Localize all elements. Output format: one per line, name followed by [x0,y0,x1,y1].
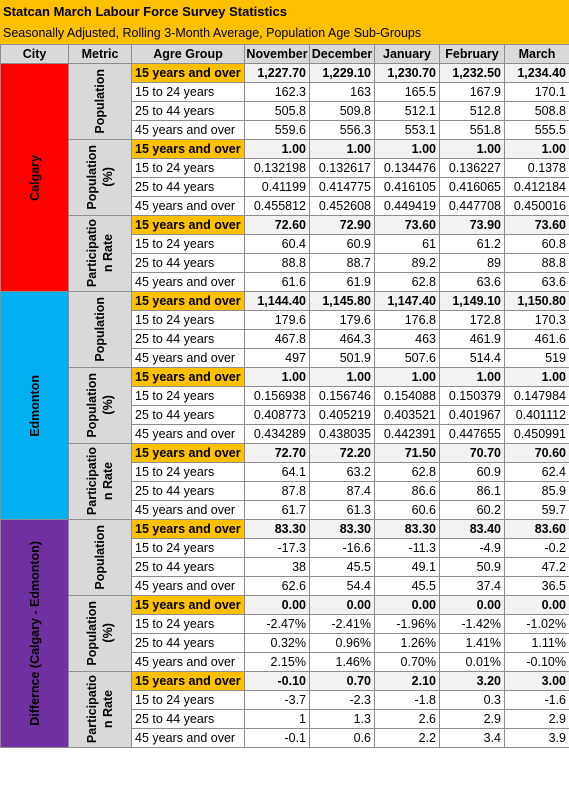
value-cell: 464.3 [310,330,375,349]
value-cell: -1.8 [375,691,440,710]
value-cell: -0.2 [505,539,569,558]
header-city: City [1,45,69,64]
value-cell: 62.8 [375,273,440,292]
value-cell: 0.414775 [310,178,375,197]
value-cell: 45.5 [375,577,440,596]
value-cell: 0.401112 [505,406,569,425]
value-cell: -1.96% [375,615,440,634]
age-group-cell: 45 years and over [132,273,245,292]
value-cell: -0.10% [505,653,569,672]
age-group-cell: 15 years and over [132,444,245,463]
value-cell: 1.00 [505,140,569,159]
metric-cell [69,596,132,672]
value-cell: 461.6 [505,330,569,349]
value-cell: 2.2 [375,729,440,748]
value-cell: 461.9 [440,330,505,349]
value-cell: 556.3 [310,121,375,140]
value-cell: 50.9 [440,558,505,577]
city-label: Differnce (Calgary - Edmonton) [27,541,42,726]
value-cell: 0.408773 [245,406,310,425]
value-cell: 0.449419 [375,197,440,216]
metric-label: Population (%) [85,145,115,210]
value-cell: 0.156938 [245,387,310,406]
value-cell: 38 [245,558,310,577]
value-cell: 83.60 [505,520,569,539]
value-cell: -4.9 [440,539,505,558]
value-cell: 1,229.10 [310,64,375,83]
value-cell: 1.11% [505,634,569,653]
age-group-cell: 45 years and over [132,121,245,140]
value-cell: 1.00 [310,368,375,387]
value-cell: 1.00 [375,140,440,159]
value-cell: 176.8 [375,311,440,330]
city-label: Edmonton [27,374,42,437]
metric-cell [69,672,132,748]
value-cell: 60.2 [440,501,505,520]
header-february: February [440,45,505,64]
value-cell: 0.00 [440,596,505,615]
value-cell: 0.134476 [375,159,440,178]
value-cell: 1,150.80 [505,292,569,311]
report-subtitle: Seasonally Adjusted, Rolling 3-Month Average, Population Age Sub-Groups [3,26,422,40]
value-cell: 463 [375,330,440,349]
value-cell: 89 [440,254,505,273]
value-cell: 83.40 [440,520,505,539]
value-cell: 71.50 [375,444,440,463]
metric-cell [69,368,132,444]
age-group-cell: 15 to 24 years [132,83,245,102]
value-cell: 62.8 [375,463,440,482]
value-cell: 62.6 [245,577,310,596]
value-cell: 179.6 [310,311,375,330]
value-cell: 73.90 [440,216,505,235]
value-cell: -2.47% [245,615,310,634]
value-cell: 70.70 [440,444,505,463]
value-cell: -17.3 [245,539,310,558]
value-cell: 0.1378 [505,159,569,178]
value-cell: 1,227.70 [245,64,310,83]
age-group-cell: 25 to 44 years [132,482,245,501]
value-cell: 162.3 [245,83,310,102]
value-cell: 83.30 [310,520,375,539]
value-cell: 61.2 [440,235,505,254]
city-cell [1,64,69,292]
value-cell: 1 [245,710,310,729]
value-cell: 1,234.40 [505,64,569,83]
value-cell: 170.3 [505,311,569,330]
value-cell: 509.8 [310,102,375,121]
value-cell: 514.4 [440,349,505,368]
age-group-cell: 15 years and over [132,64,245,83]
value-cell: 61.9 [310,273,375,292]
value-cell: 0.136227 [440,159,505,178]
age-group-cell: 15 years and over [132,520,245,539]
value-cell: 2.9 [440,710,505,729]
value-cell: 0.401967 [440,406,505,425]
age-group-cell: 25 to 44 years [132,634,245,653]
table-row [1,216,569,235]
value-cell: 63.6 [505,273,569,292]
value-cell: 88.7 [310,254,375,273]
age-group-cell: 15 years and over [132,368,245,387]
value-cell: 512.8 [440,102,505,121]
value-cell: 519 [505,349,569,368]
age-group-cell: 45 years and over [132,197,245,216]
value-cell: 0.447708 [440,197,505,216]
value-cell: 0.416065 [440,178,505,197]
metric-label: Population [93,69,107,134]
value-cell: 60.4 [245,235,310,254]
value-cell: 0.450016 [505,197,569,216]
value-cell: 60.9 [440,463,505,482]
value-cell: 559.6 [245,121,310,140]
city-cell [1,292,69,520]
age-group-cell: 15 years and over [132,596,245,615]
age-group-cell: 25 to 44 years [132,330,245,349]
metric-cell [69,216,132,292]
value-cell: 72.70 [245,444,310,463]
value-cell: 62.4 [505,463,569,482]
value-cell: 83.30 [245,520,310,539]
value-cell: 72.60 [245,216,310,235]
value-cell: 0.405219 [310,406,375,425]
age-group-cell: 25 to 44 years [132,254,245,273]
value-cell: 553.1 [375,121,440,140]
value-cell: 63.6 [440,273,505,292]
value-cell: -1.02% [505,615,569,634]
age-group-cell: 45 years and over [132,577,245,596]
value-cell: 0.70% [375,653,440,672]
header-march: March [505,45,569,64]
value-cell: 0.150379 [440,387,505,406]
value-cell: 45.5 [310,558,375,577]
header-december: December [310,45,375,64]
value-cell: 72.20 [310,444,375,463]
value-cell: 0.01% [440,653,505,672]
value-cell: 0.41199 [245,178,310,197]
value-cell: 60.9 [310,235,375,254]
metric-cell [69,444,132,520]
age-group-cell: 45 years and over [132,729,245,748]
value-cell: -2.3 [310,691,375,710]
value-cell: 2.6 [375,710,440,729]
value-cell: 1,147.40 [375,292,440,311]
table-row [1,672,569,691]
age-group-cell: 15 years and over [132,292,245,311]
value-cell: -0.1 [245,729,310,748]
value-cell: 467.8 [245,330,310,349]
value-cell: 508.8 [505,102,569,121]
value-cell: 0.156746 [310,387,375,406]
value-cell: 1.26% [375,634,440,653]
value-cell: 172.8 [440,311,505,330]
table-row [1,64,569,83]
value-cell: 497 [245,349,310,368]
metric-cell [69,292,132,368]
value-cell: 3.20 [440,672,505,691]
age-group-cell: 25 to 44 years [132,406,245,425]
age-group-cell: 15 years and over [132,216,245,235]
value-cell: 167.9 [440,83,505,102]
value-cell: 0.147984 [505,387,569,406]
value-cell: 551.8 [440,121,505,140]
value-cell: 179.6 [245,311,310,330]
value-cell: 0.450991 [505,425,569,444]
value-cell: 83.30 [375,520,440,539]
value-cell: 512.1 [375,102,440,121]
value-cell: -1.42% [440,615,505,634]
value-cell: 165.5 [375,83,440,102]
value-cell: 1.00 [375,368,440,387]
value-cell: -2.41% [310,615,375,634]
value-cell: 54.4 [310,577,375,596]
value-cell: 1.41% [440,634,505,653]
value-cell: 61.7 [245,501,310,520]
value-cell: 1,145.80 [310,292,375,311]
value-cell: -11.3 [375,539,440,558]
age-group-cell: 45 years and over [132,349,245,368]
value-cell: 0.438035 [310,425,375,444]
value-cell: 1,149.10 [440,292,505,311]
value-cell: 0.447655 [440,425,505,444]
value-cell: 0.442391 [375,425,440,444]
age-group-cell: 15 to 24 years [132,235,245,254]
value-cell: 1.00 [505,368,569,387]
metric-label: Participatio n Rate [85,219,115,288]
header-november: November [245,45,310,64]
value-cell: -0.10 [245,672,310,691]
value-cell: 0.452608 [310,197,375,216]
value-cell: 60.8 [505,235,569,254]
labour-force-table [0,44,569,748]
value-cell: 73.60 [505,216,569,235]
metric-label: Population (%) [85,373,115,438]
value-cell: 0.00 [505,596,569,615]
value-cell: 0.132198 [245,159,310,178]
age-group-cell: 15 to 24 years [132,615,245,634]
value-cell: 1.00 [310,140,375,159]
value-cell: 36.5 [505,577,569,596]
table-row [1,444,569,463]
value-cell: 1.00 [245,368,310,387]
value-cell: 86.1 [440,482,505,501]
table-row [1,596,569,615]
age-group-cell: 25 to 44 years [132,102,245,121]
value-cell: 61.3 [310,501,375,520]
value-cell: 501.9 [310,349,375,368]
value-cell: 555.5 [505,121,569,140]
value-cell: 2.15% [245,653,310,672]
value-cell: 61 [375,235,440,254]
value-cell: 1.00 [440,368,505,387]
value-cell: 0.132617 [310,159,375,178]
age-group-cell: 15 to 24 years [132,463,245,482]
value-cell: 0.32% [245,634,310,653]
value-cell: 64.1 [245,463,310,482]
value-cell: 0.6 [310,729,375,748]
value-cell: 0.403521 [375,406,440,425]
header-row [1,45,569,64]
value-cell: 60.6 [375,501,440,520]
city-label: Calgary [27,154,42,201]
header-january: January [375,45,440,64]
value-cell: -1.6 [505,691,569,710]
value-cell: -3.7 [245,691,310,710]
metric-label: Population (%) [85,601,115,666]
value-cell: 1.46% [310,653,375,672]
value-cell: 1.00 [440,140,505,159]
value-cell: 47.2 [505,558,569,577]
value-cell: 70.60 [505,444,569,463]
value-cell: 2.9 [505,710,569,729]
age-group-cell: 45 years and over [132,653,245,672]
value-cell: 61.6 [245,273,310,292]
value-cell: 86.6 [375,482,440,501]
age-group-cell: 25 to 44 years [132,710,245,729]
value-cell: 37.4 [440,577,505,596]
value-cell: 0.434289 [245,425,310,444]
report-banner [0,0,569,44]
header-age-group: Agre Group [132,45,245,64]
metric-cell [69,140,132,216]
age-group-cell: 45 years and over [132,501,245,520]
metric-cell [69,520,132,596]
value-cell: 3.4 [440,729,505,748]
value-cell: 507.6 [375,349,440,368]
value-cell: 1,232.50 [440,64,505,83]
value-cell: 0.3 [440,691,505,710]
value-cell: 1,144.40 [245,292,310,311]
value-cell: 88.8 [245,254,310,273]
age-group-cell: 25 to 44 years [132,558,245,577]
value-cell: 87.4 [310,482,375,501]
age-group-cell: 25 to 44 years [132,178,245,197]
value-cell: 0.00 [375,596,440,615]
value-cell: 3.9 [505,729,569,748]
value-cell: 3.00 [505,672,569,691]
age-group-cell: 15 to 24 years [132,311,245,330]
value-cell: 0.154088 [375,387,440,406]
value-cell: 0.96% [310,634,375,653]
table-row [1,520,569,539]
value-cell: 0.70 [310,672,375,691]
metric-label: Participatio n Rate [85,447,115,516]
value-cell: 88.8 [505,254,569,273]
table-row [1,292,569,311]
value-cell: 0.00 [310,596,375,615]
value-cell: 63.2 [310,463,375,482]
value-cell: 2.10 [375,672,440,691]
value-cell: 73.60 [375,216,440,235]
age-group-cell: 15 years and over [132,672,245,691]
value-cell: 49.1 [375,558,440,577]
value-cell: 72.90 [310,216,375,235]
table-body [1,64,569,748]
value-cell: 87.8 [245,482,310,501]
age-group-cell: 15 to 24 years [132,387,245,406]
metric-label: Participatio n Rate [85,675,115,744]
value-cell: 505.8 [245,102,310,121]
value-cell: 163 [310,83,375,102]
value-cell: 1.3 [310,710,375,729]
metric-cell [69,64,132,140]
age-group-cell: 15 to 24 years [132,691,245,710]
age-group-cell: 15 years and over [132,140,245,159]
metric-label: Population [93,525,107,590]
age-group-cell: 45 years and over [132,425,245,444]
value-cell: 0.416105 [375,178,440,197]
value-cell: 59.7 [505,501,569,520]
age-group-cell: 15 to 24 years [132,159,245,178]
value-cell: 89.2 [375,254,440,273]
city-cell [1,520,69,748]
table-row [1,368,569,387]
table-row [1,140,569,159]
header-metric: Metric [69,45,132,64]
value-cell: 1,230.70 [375,64,440,83]
report-title: Statcan March Labour Force Survey Statistics [3,4,287,19]
value-cell: 85.9 [505,482,569,501]
value-cell: 1.00 [245,140,310,159]
value-cell: 0.455812 [245,197,310,216]
age-group-cell: 15 to 24 years [132,539,245,558]
value-cell: 0.00 [245,596,310,615]
value-cell: -16.6 [310,539,375,558]
metric-label: Population [93,297,107,362]
value-cell: 0.412184 [505,178,569,197]
value-cell: 170.1 [505,83,569,102]
